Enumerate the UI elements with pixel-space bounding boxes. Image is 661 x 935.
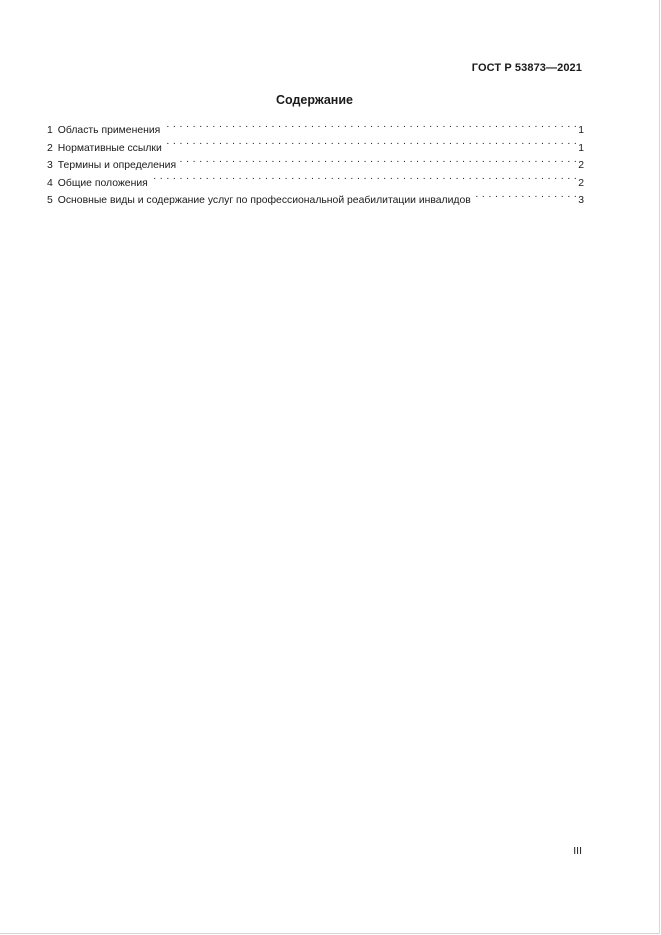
page-number: III [573,845,582,857]
toc-entry-page: 1 [578,142,584,154]
toc-entry-number: 2 [47,142,53,154]
toc-dot-leader [150,168,577,185]
toc-title: Содержание [275,93,353,107]
toc-entry[interactable] [47,116,584,137]
document-code: ГОСТ Р 53873—2021 [471,62,582,74]
toc-entry-page: 2 [578,177,584,189]
table-of-contents [47,116,584,206]
toc-entry-page: 1 [578,125,584,137]
toc-entry-number: 1 [47,125,53,137]
toc-entry-number: 5 [47,194,53,206]
toc-dot-leader [162,116,577,133]
toc-entry-title: Область применения [57,125,161,137]
toc-dot-leader [178,151,577,168]
toc-entry-title: Общие положения [57,177,148,189]
toc-entry-title: Нормативные ссылки [57,142,162,154]
toc-entry-title: Термины и определения [57,160,177,172]
toc-entry-number: 3 [47,160,53,172]
toc-entry-number: 4 [47,177,53,189]
toc-entry-page: 3 [578,194,584,206]
toc-entry-title: Основные виды и содержание услуг по профессиональной реабилитации инвалидов [57,194,471,206]
toc-dot-leader [164,133,577,150]
toc-entry-page: 2 [578,160,584,172]
toc-dot-leader [473,186,577,203]
